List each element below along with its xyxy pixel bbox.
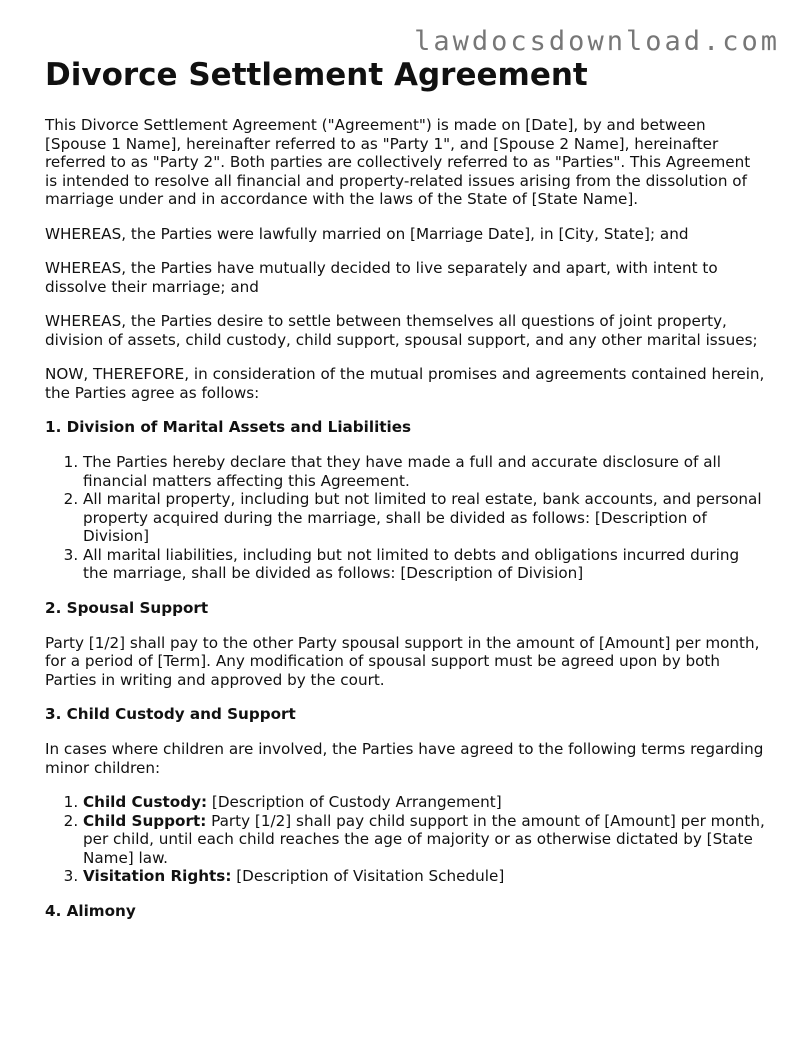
section-1-heading: 1. Division of Marital Assets and Liabilities xyxy=(45,418,412,436)
section-2-heading: 2. Spousal Support xyxy=(45,598,209,617)
list-item-text: Party [1/2] shall pay child support in the amount of [Amount] per month, per child, until each child reaches the age of majority or as otherwise dictated by [State Name] law. xyxy=(83,811,765,867)
document-page xyxy=(45,56,765,937)
now-therefore-paragraph: NOW, THEREFORE, in consideration of the mutual promises and agreements contained herein, the Parties agree as follows: xyxy=(45,365,765,402)
whereas-paragraph-3: WHEREAS, the Parties desire to settle between themselves all questions of joint property, division of assets, child custody, child support, spousal support, and any other marital issues; xyxy=(45,312,758,349)
list-item: 3. All marital liabilities, including but not limited to debts and obligations incurred during the marriage, shall be divided as follows: [Description of Division] xyxy=(83,546,765,583)
list-item-text: [Description of Custody Arrangement] xyxy=(207,793,502,811)
document-title: Divorce Settlement Agreement xyxy=(45,57,588,93)
list-item: 2. All marital property, including but not limited to real estate, bank accounts, and personal property acquired during the marriage, shall be divided as follows: [Description of Division] xyxy=(83,490,765,546)
section-2-body: Party [1/2] shall pay to the other Party spousal support in the amount of [Amount] per month, for a period of [Term]. Any modification of spousal support must be agreed upon by both Parties in writing and approved by the court. xyxy=(45,633,760,689)
section-4-heading: 4. Alimony xyxy=(45,901,136,920)
list-item xyxy=(83,793,765,812)
list-item-label: Child Custody: xyxy=(83,793,208,811)
list-item-label: Child Support: xyxy=(83,811,207,830)
section-3-heading: 3. Child Custody and Support xyxy=(45,705,296,723)
section-3-list xyxy=(45,793,765,886)
intro-paragraph: This Divorce Settlement Agreement ("Agreement") is made on [Date], by and between [Spouse 1 Name], hereinafter referred to as "Party 1", and [Spouse 2 Name], hereinafter referred to as "Party 2". Both parties are collectively referred to as "Parties". This Agreement is intended to resolve all financial and property-related issues arising from the dissolution of marriage under and in accordance with the laws of the State of [State Name]. xyxy=(45,116,751,208)
section-3-body: In cases where children are involved, the Parties have agreed to the following terms regarding minor children: xyxy=(45,740,764,777)
list-item-text: [Description of Visitation Schedule] xyxy=(231,867,505,885)
whereas-paragraph-1: WHEREAS, the Parties were lawfully married on [Marriage Date], in [City, State]; and xyxy=(45,224,689,243)
list-item xyxy=(83,867,765,886)
whereas-paragraph-2: WHEREAS, the Parties have mutually decided to live separately and apart, with intent to dissolve their marriage; and xyxy=(45,259,718,296)
list-item: 1. The Parties hereby declare that they have made a full and accurate disclosure of all financial matters affecting this Agreement. xyxy=(83,453,765,490)
list-item-label: Visitation Rights: xyxy=(83,867,232,885)
section-1-list xyxy=(45,453,765,583)
watermark: lawdocsdownload.com xyxy=(414,26,780,57)
list-item xyxy=(83,812,765,868)
